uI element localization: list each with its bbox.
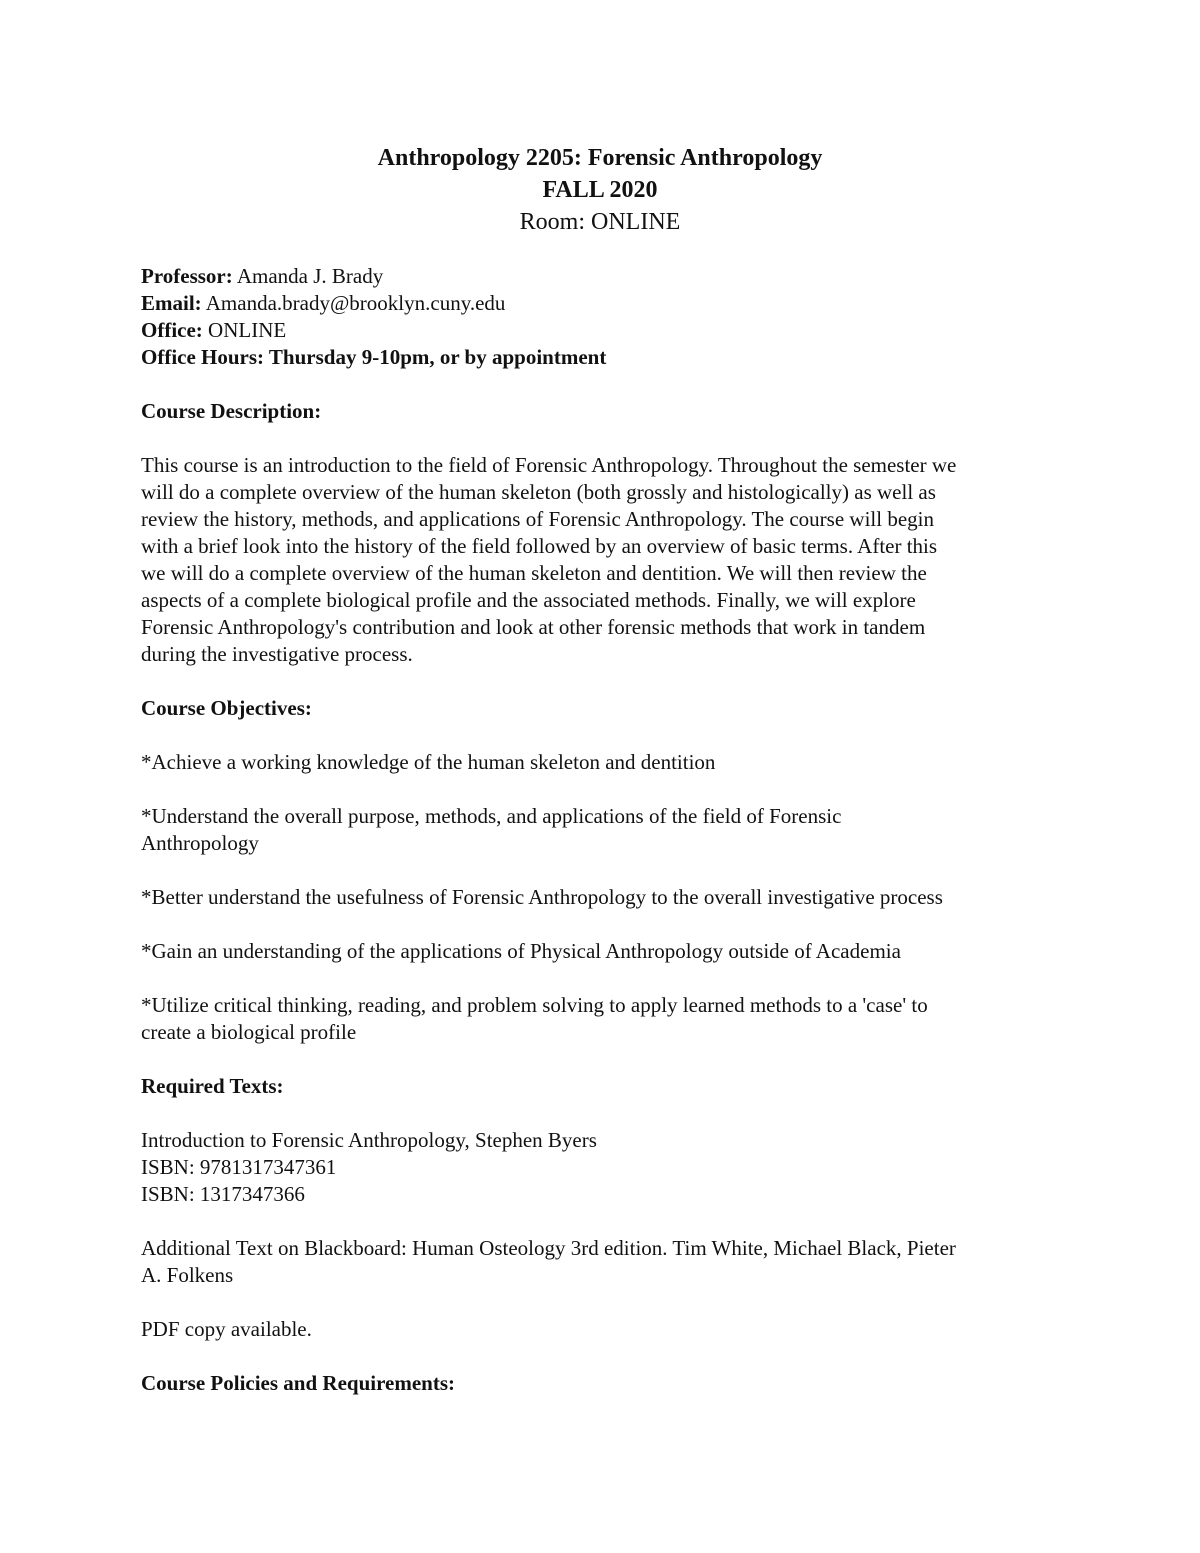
isbn-13: ISBN: 9781317347361	[141, 1155, 337, 1179]
objective-line: *Gain an understanding of the applications of Physical Anthropology outside of Academia	[141, 939, 901, 963]
required-book: Introduction to Forensic Anthropology, Stephen Byers	[141, 1128, 597, 1152]
objective-line: create a biological profile	[141, 1020, 357, 1044]
objective-line: *Understand the overall purpose, methods, and applications of the field of Forensic	[141, 804, 842, 828]
objective-item	[141, 992, 1066, 1046]
objective-line: *Better understand the usefulness of Forensic Anthropology to the overall investigative process	[141, 885, 943, 909]
email-line	[141, 290, 1066, 317]
objective-line: Anthropology	[141, 831, 259, 855]
pdf-note: PDF copy available.	[141, 1317, 312, 1341]
course-objectives-heading: Course Objectives:	[141, 696, 312, 720]
professor-value: Amanda J. Brady	[232, 264, 384, 288]
objective-item	[141, 803, 1066, 857]
additional-text	[141, 1235, 1066, 1289]
additional-text-line: A. Folkens	[141, 1263, 234, 1287]
course-policies-heading: Course Policies and Requirements:	[141, 1371, 456, 1395]
objective-line: *Utilize critical thinking, reading, and problem solving to apply learned methods to a 'case' to	[141, 993, 928, 1017]
description-line: we will do a complete overview of the human skeleton and dentition. We will then review the	[141, 561, 927, 585]
description-line: aspects of a complete biological profile and the associated methods. Finally, we will explore	[141, 588, 916, 612]
objective-item	[141, 749, 1066, 776]
course-description-text	[141, 452, 1066, 668]
objective-item	[141, 938, 1066, 965]
email-label: Email:	[141, 291, 202, 315]
required-texts-heading: Required Texts:	[141, 1074, 284, 1098]
isbn-10: ISBN: 1317347366	[141, 1182, 305, 1206]
document-header	[0, 142, 1200, 238]
document-body	[141, 263, 1066, 1397]
office-label: Office:	[141, 318, 203, 342]
description-line: during the investigative process.	[141, 642, 413, 666]
additional-text-line: Additional Text on Blackboard: Human Osteology 3rd edition. Tim White, Michael Black, Pieter	[141, 1236, 956, 1260]
professor-label: Professor:	[141, 264, 233, 288]
office-value: ONLINE	[202, 318, 287, 342]
course-description-heading: Course Description:	[141, 399, 322, 423]
course-title: Anthropology 2205: Forensic Anthropology	[377, 145, 823, 171]
course-term: FALL 2020	[542, 177, 658, 203]
description-line: will do a complete overview of the human skeleton (both grossly and histologically) as well as	[141, 480, 936, 504]
description-line: Forensic Anthropology's contribution and look at other forensic methods that work in tandem	[141, 615, 926, 639]
description-line: with a brief look into the history of the field followed by an overview of basic terms. After this	[141, 534, 938, 558]
office-line	[141, 317, 1066, 344]
objective-item	[141, 884, 1066, 911]
email-value: Amanda.brady@brooklyn.cuny.edu	[201, 291, 506, 315]
objective-line: *Achieve a working knowledge of the human skeleton and dentition	[141, 750, 716, 774]
professor-line	[141, 263, 1066, 290]
description-line: This course is an introduction to the field of Forensic Anthropology. Throughout the semester we	[141, 453, 957, 477]
description-line: review the history, methods, and applications of Forensic Anthropology. The course will begin	[141, 507, 934, 531]
course-room: Room: ONLINE	[519, 209, 681, 235]
office-hours-line: Office Hours: Thursday 9-10pm, or by appointment	[141, 345, 607, 369]
